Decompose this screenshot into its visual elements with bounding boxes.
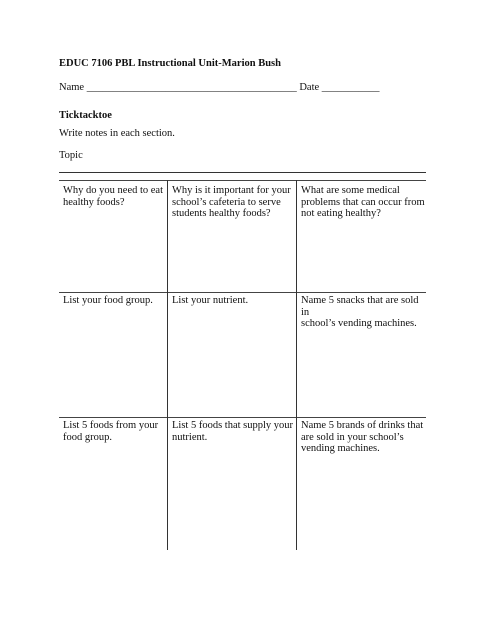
grid-divider-left [167, 180, 168, 550]
grid-rule-top [59, 180, 426, 181]
grid-rule-middle [59, 292, 426, 293]
grid-rule-bottom [59, 417, 426, 418]
topic-label: Topic [59, 150, 83, 161]
ticktacktoe-grid [59, 180, 426, 550]
grid-cell: List your nutrient. [172, 295, 249, 306]
grid-cell: Name 5 snacks that are sold in school’s vending machines. [301, 295, 419, 329]
grid-cell: Name 5 brands of drinks that are sold in your school’s vending machines. [301, 420, 424, 454]
section-title: Ticktacktoe [59, 110, 112, 121]
grid-divider-right [296, 180, 297, 550]
grid-cell: List 5 foods that supply your nutrient. [172, 420, 294, 443]
grid-cell: Why do you need to eat healthy foods? [63, 185, 164, 208]
instructions-text: Write notes in each section. [59, 128, 175, 139]
grid-cell: List your food group. [63, 295, 153, 306]
document-title: EDUC 7106 PBL Instructional Unit-Marion Bush [59, 58, 281, 69]
name-date-line: Name ________________________________________ Date ___________ [59, 82, 380, 93]
grid-cell: List 5 foods from your food group. [63, 420, 159, 443]
topic-underline [59, 172, 426, 173]
grid-cell: What are some medical problems that can occur from not eating healthy? [301, 185, 425, 219]
grid-cell: Why is it important for your school’s cafeteria to serve students healthy foods? [172, 185, 291, 219]
